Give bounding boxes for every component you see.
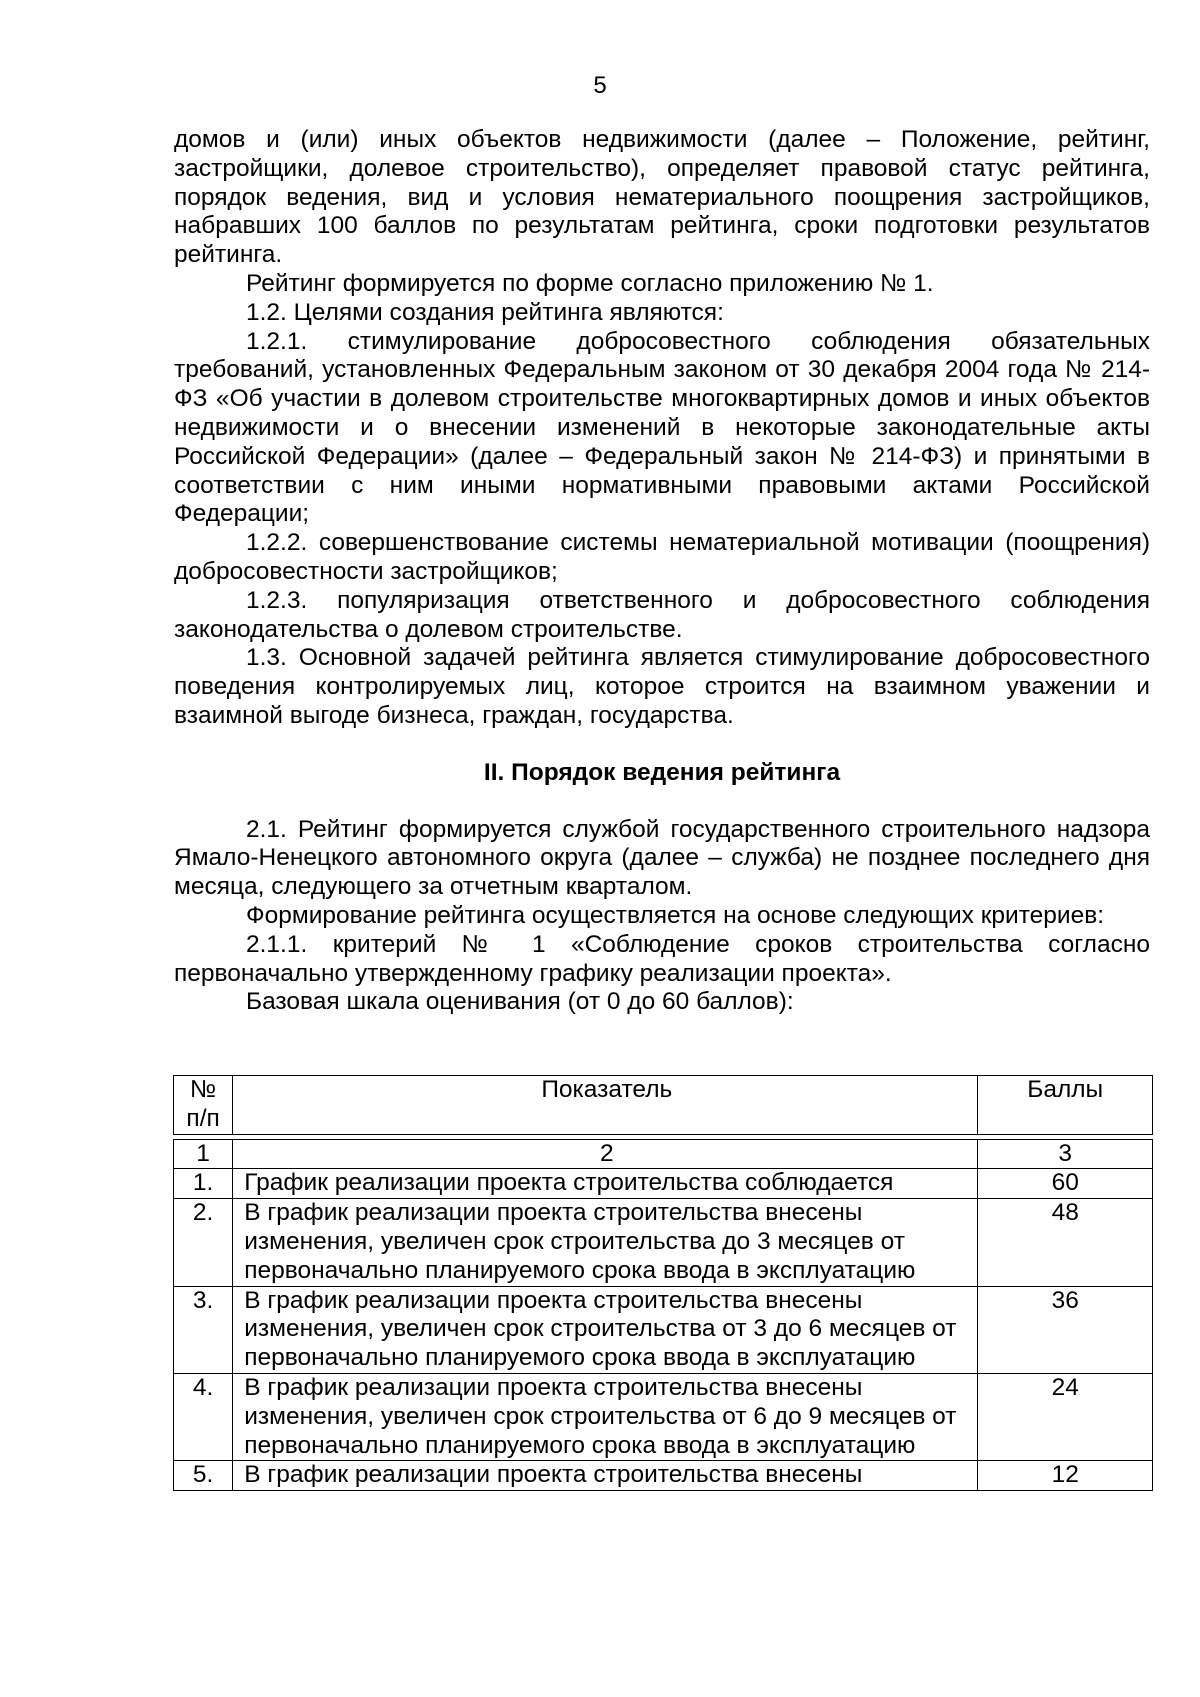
row-points: 36 [978,1286,1153,1373]
table-row [174,1373,1153,1460]
section-heading: II. Порядок ведения рейтинга [483,758,841,786]
row-number: 1. [174,1169,233,1199]
paragraph-1-2: 1.2. Целями создания рейтинга являются: [246,298,724,326]
paragraph-2-1: 2.1. Рейтинг формируется службой государственного строительного надзора Ямало-Ненецкого автономного округа (далее – служба) не позднее последнего дня месяца, следующего за отчетным кварталом. [174,815,1150,901]
scoring-table [173,1075,1153,1491]
paragraph-base-scale: Базовая шкала оценивания (от 0 до 60 баллов): [246,988,794,1016]
row-number: 2. [174,1199,233,1286]
header-points: Баллы [978,1076,1153,1135]
document-body [174,126,1150,1017]
paragraph-rating-form: Рейтинг формируется по форме согласно приложению № 1. [246,269,934,297]
header-indicator: Показатель [233,1076,978,1135]
row-points: 48 [978,1199,1153,1286]
row-points: 60 [978,1169,1153,1199]
row-indicator: В график реализации проекта строительства внесены [233,1461,978,1491]
row-number: 4. [174,1373,233,1460]
table-row [174,1286,1153,1373]
paragraph-1-3: 1.3. Основной задачей рейтинга является стимулирование добросовестного поведения контролируемых лиц, которое строится на взаимном уважении и взаимной выгоде бизнеса, граждан, государства. [174,644,1150,729]
paragraph-1-2-2: 1.2.2. совершенствование системы нематериальной мотивации (поощрения) добросовестности застройщиков; [174,529,1150,585]
paragraph-1-2-1: 1.2.1. стимулирование добросовестного соблюдения обязательных требований, установленных Федеральным законом от 30 декабря 2004 года № 214-ФЗ «Об участии в долевом строительстве многоквартирных домов и иных объектов недвижимости и о внесении изменений в некоторые законодательные акты Российской Федерации» (далее – Федеральный закон № 214-ФЗ) и принятыми в соответствии с ним иными нормативными правовыми актами Российской Федерации; [174,327,1150,528]
row-number: 3. [174,1286,233,1373]
row-indicator: В график реализации проекта строительства внесены изменения, увеличен срок строительства до 3 месяцев от первоначально планируемого срока ввода в эксплуатацию [233,1199,978,1286]
column-number-2: 2 [233,1139,978,1169]
paragraph-2-1-1: 2.1.1. критерий № 1 «Соблюдение сроков строительства согласно первоначально утвержденному графику реализации проекта». [174,930,1150,987]
paragraph-criteria: Формирование рейтинга осуществляется на основе следующих критериев: [246,901,1105,929]
paragraph-1-2-3: 1.2.3. популяризация ответственного и добросовестного соблюдения законодательства о долевом строительстве. [174,586,1150,643]
table-row [174,1461,1153,1491]
paragraph-intro-continuation: домов и (или) иных объектов недвижимости (далее – Положение, рейтинг, застройщики, долевое строительство), определяет правовой статус рейтинга, порядок ведения, вид и условия нематериального поощрения застройщиков, набравших 100 баллов по результатам рейтинга, сроки подготовки результатов рейтинга. [174,126,1150,269]
row-indicator: В график реализации проекта строительства внесены изменения, увеличен срок строительства от 3 до 6 месяцев от первоначально планируемого срока ввода в эксплуатацию [233,1286,978,1373]
table-row [174,1199,1153,1286]
row-indicator: График реализации проекта строительства соблюдается [233,1169,978,1199]
row-points: 24 [978,1373,1153,1460]
column-number-1: 1 [174,1139,233,1169]
row-number: 5. [174,1461,233,1491]
column-number-3: 3 [978,1139,1153,1169]
row-points: 12 [978,1461,1153,1491]
table-row [174,1169,1153,1199]
table-header-row [174,1076,1153,1135]
row-indicator: В график реализации проекта строительства внесены изменения, увеличен срок строительства от 6 до 9 месяцев от первоначально планируемого срока ввода в эксплуатацию [233,1373,978,1460]
page-number: 5 [593,72,607,99]
table-column-numbers-row [174,1139,1153,1169]
header-number: № п/п [174,1076,233,1135]
